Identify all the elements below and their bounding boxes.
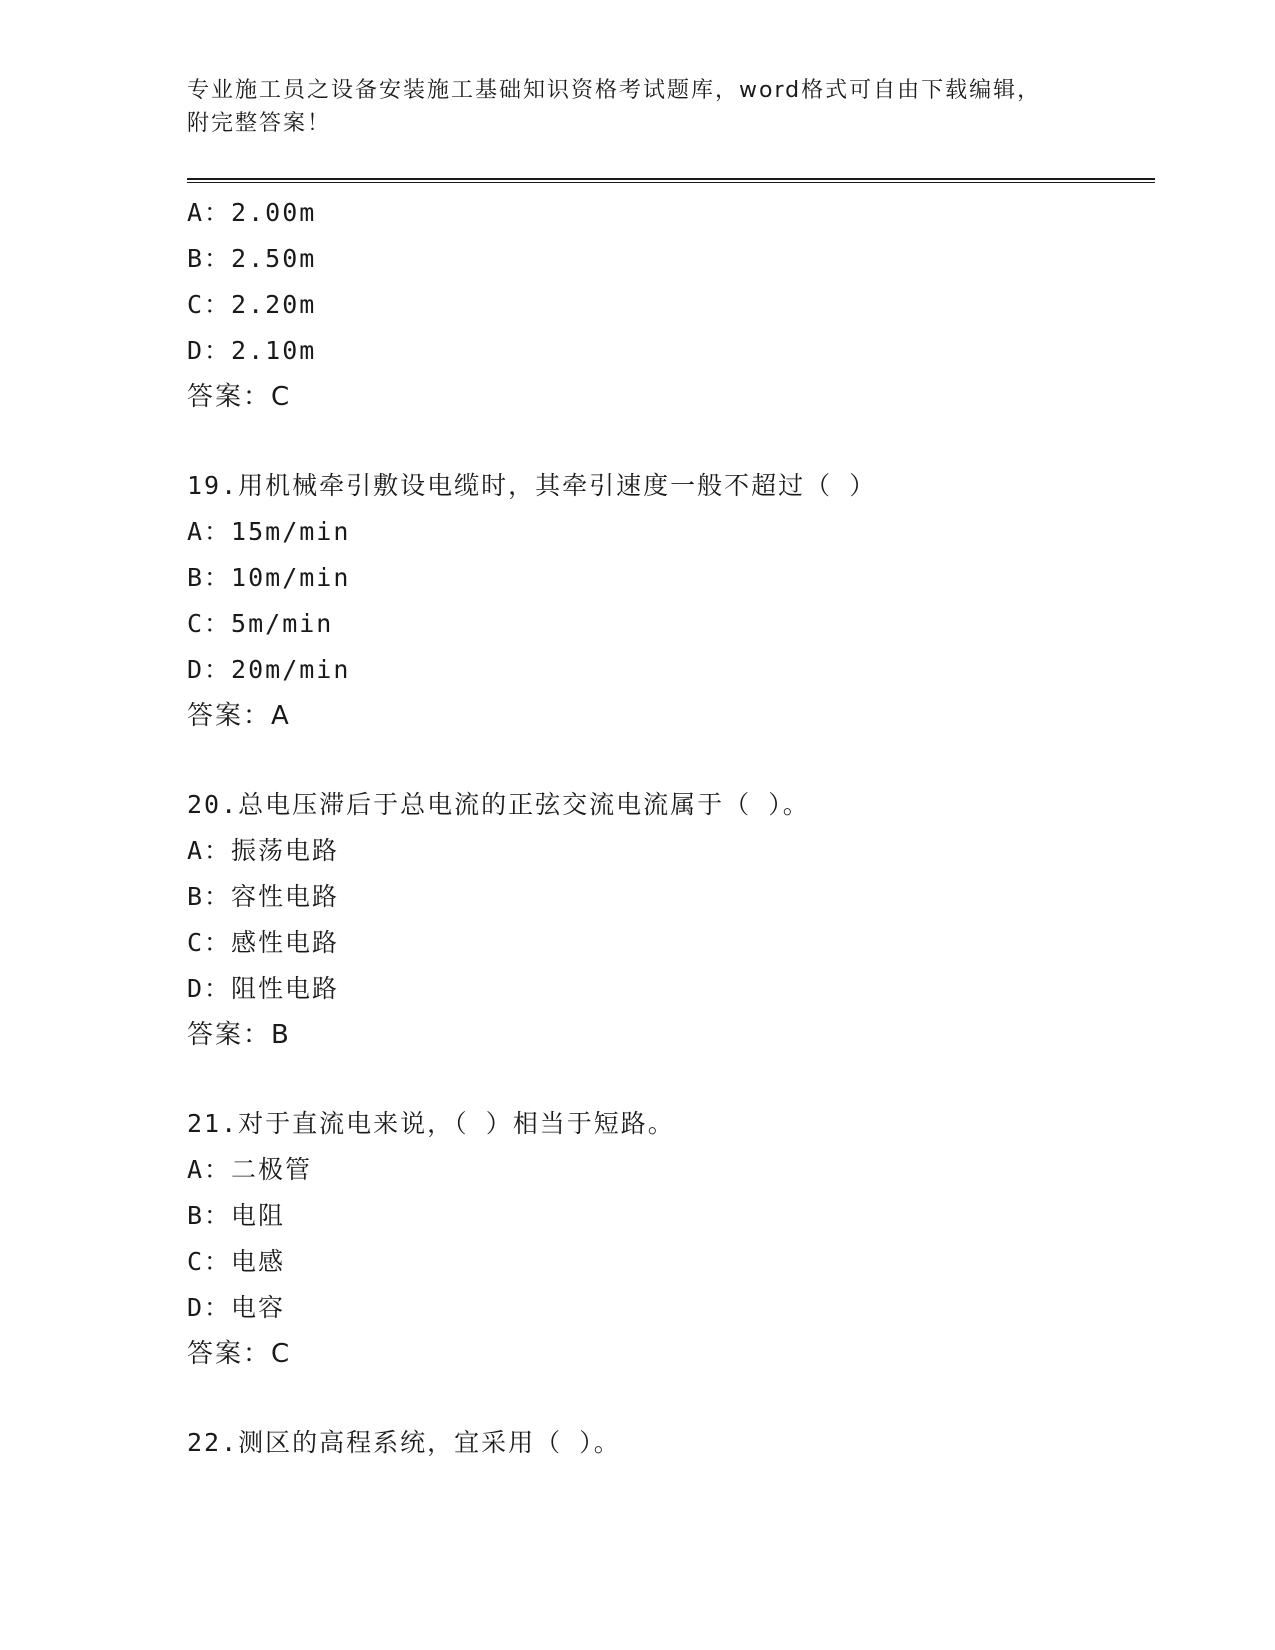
question-22 — [187, 1420, 1147, 1466]
question-stem: 22.测区的高程系统，宜采用（ ）。 — [187, 1428, 621, 1457]
question-20 — [187, 782, 1147, 1058]
option-d: D：2.10m — [187, 336, 317, 365]
option-a: A：15m/min — [187, 517, 351, 546]
option-d: D：20m/min — [187, 655, 351, 684]
option-c: C：电感 — [187, 1247, 286, 1276]
header-line-2: 附完整答案！ — [187, 111, 332, 136]
option-c: C：2.20m — [187, 290, 317, 319]
header-line-1: 专业施工员之设备安装施工基础知识资格考试题库，word格式可自由下载编辑， — [187, 78, 1042, 103]
question-stem: 21.对于直流电来说，（ ）相当于短路。 — [187, 1109, 675, 1138]
option-a: A：二极管 — [187, 1155, 313, 1184]
question-list — [187, 190, 1147, 1466]
option-a: A：振荡电路 — [187, 836, 340, 865]
header-divider — [187, 178, 1155, 183]
question-19 — [187, 463, 1147, 739]
answer-label: 答案：B — [187, 1020, 291, 1050]
option-b: B：电阻 — [187, 1201, 286, 1230]
option-b: B：容性电路 — [187, 882, 340, 911]
option-d: D：电容 — [187, 1293, 286, 1322]
page-header — [187, 74, 1067, 140]
answer-label: 答案：C — [187, 382, 292, 412]
question-stem: 19.用机械牵引敷设电缆时，其牵引速度一般不超过（ ） — [187, 471, 877, 500]
option-c: C：5m/min — [187, 609, 334, 638]
option-a: A：2.00m — [187, 198, 317, 227]
option-c: C：感性电路 — [187, 928, 340, 957]
option-b: B：10m/min — [187, 563, 351, 592]
answer-label: 答案：A — [187, 701, 291, 731]
question-21 — [187, 1101, 1147, 1377]
answer-label: 答案：C — [187, 1339, 292, 1369]
question-18-continued — [187, 190, 1147, 420]
option-b: B：2.50m — [187, 244, 317, 273]
option-d: D：阻性电路 — [187, 974, 340, 1003]
question-stem: 20.总电压滞后于总电流的正弦交流电流属于（ ）。 — [187, 790, 810, 819]
